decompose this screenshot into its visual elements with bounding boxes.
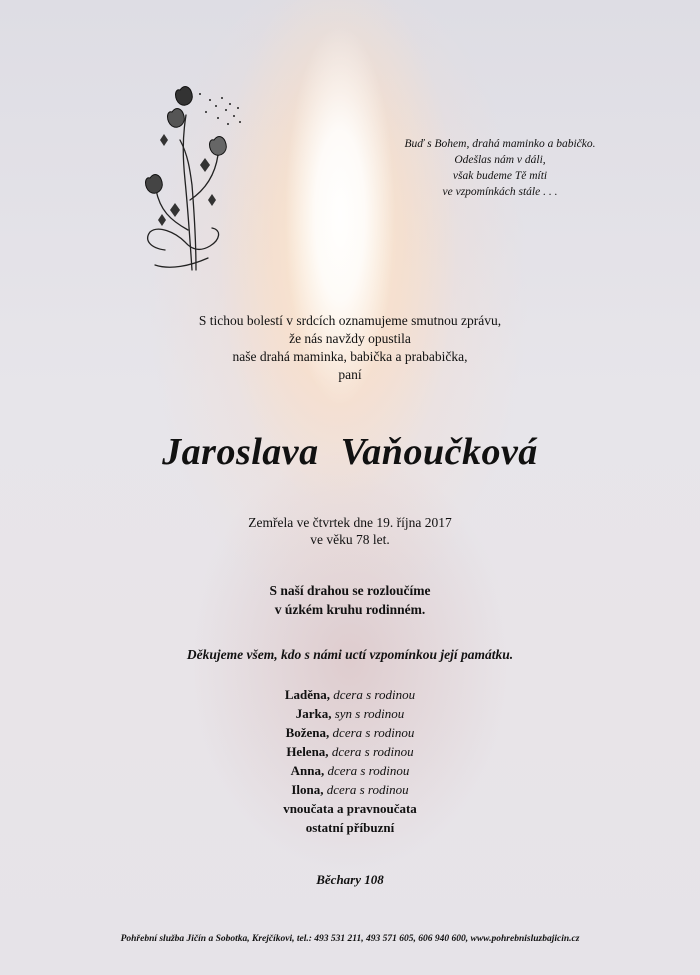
mourner-item: [150, 818, 550, 837]
intro-line: naše drahá maminka, babička a prababička,: [232, 349, 468, 364]
mourner-name: Jarka,: [295, 706, 332, 721]
announcement-intro: [110, 312, 590, 384]
thanks-line: Děkujeme všem, kdo s námi uctí vzpomínkou její památku.: [186, 647, 514, 662]
mourner-name: ostatní příbuzní: [305, 820, 395, 835]
mourner-name: Božena,: [285, 725, 330, 740]
mourner-name: Helena,: [286, 744, 329, 759]
verse-line: ve vzpomínkách stále . . .: [442, 186, 558, 198]
mourner-relation: dcera s rodinou: [327, 763, 410, 778]
mourner-item: [150, 799, 550, 818]
mourner-name: vnoučata a pravnoučata: [283, 801, 417, 816]
mourner-item: [150, 742, 550, 761]
intro-line: paní: [338, 367, 362, 382]
death-line: Zemřela ve čtvrtek dne 19. října 2017: [248, 515, 452, 530]
death-line: ve věku 78 let.: [310, 532, 390, 547]
death-details: [150, 514, 550, 548]
mourner-item: [150, 723, 550, 742]
address-line: Běchary 108: [316, 872, 384, 887]
mourner-item: [150, 761, 550, 780]
roses-bouquet-icon: [130, 70, 250, 280]
farewell-line: v úzkém kruhu rodinném.: [274, 602, 426, 617]
memorial-verse: [375, 136, 625, 200]
deceased-name: [50, 430, 650, 474]
mourner-name: Ilona,: [291, 782, 324, 797]
mourner-relation: dcera s rodinou: [333, 687, 416, 702]
intro-line: že nás navždy opustila: [289, 331, 411, 346]
mourner-name: Laděna,: [284, 687, 331, 702]
farewell-line: S naší drahou se rozloučíme: [269, 583, 431, 598]
farewell-notice: [150, 581, 550, 619]
mourner-item: [150, 685, 550, 704]
mourner-relation: syn s rodinou: [334, 706, 405, 721]
funeral-service-footer: Pohřební služba Jičín a Sobotka, Krejčíkovi, tel.: 493 531 211, 493 571 605, 606 940 600, www.pohrebnisluzbajicin.cz: [120, 934, 580, 944]
intro-line: S tichou bolestí v srdcích oznamujeme smutnou zprávu,: [198, 313, 502, 328]
verse-line: Odešlas nám v dáli,: [454, 154, 546, 166]
mourner-item: [150, 704, 550, 723]
mourner-item: [150, 780, 550, 799]
mourners-list: [150, 685, 550, 837]
mourner-relation: dcera s rodinou: [326, 782, 409, 797]
verse-line: Buď s Bohem, drahá maminko a babičko.: [404, 138, 596, 150]
mourner-relation: dcera s rodinou: [332, 725, 415, 740]
mourner-name: Anna,: [290, 763, 325, 778]
deceased-first-name: Jaroslava: [162, 431, 319, 473]
deceased-last-name: Vaňoučková: [340, 431, 538, 473]
verse-line: však budeme Tě míti: [452, 170, 548, 182]
mourner-relation: dcera s rodinou: [331, 744, 414, 759]
